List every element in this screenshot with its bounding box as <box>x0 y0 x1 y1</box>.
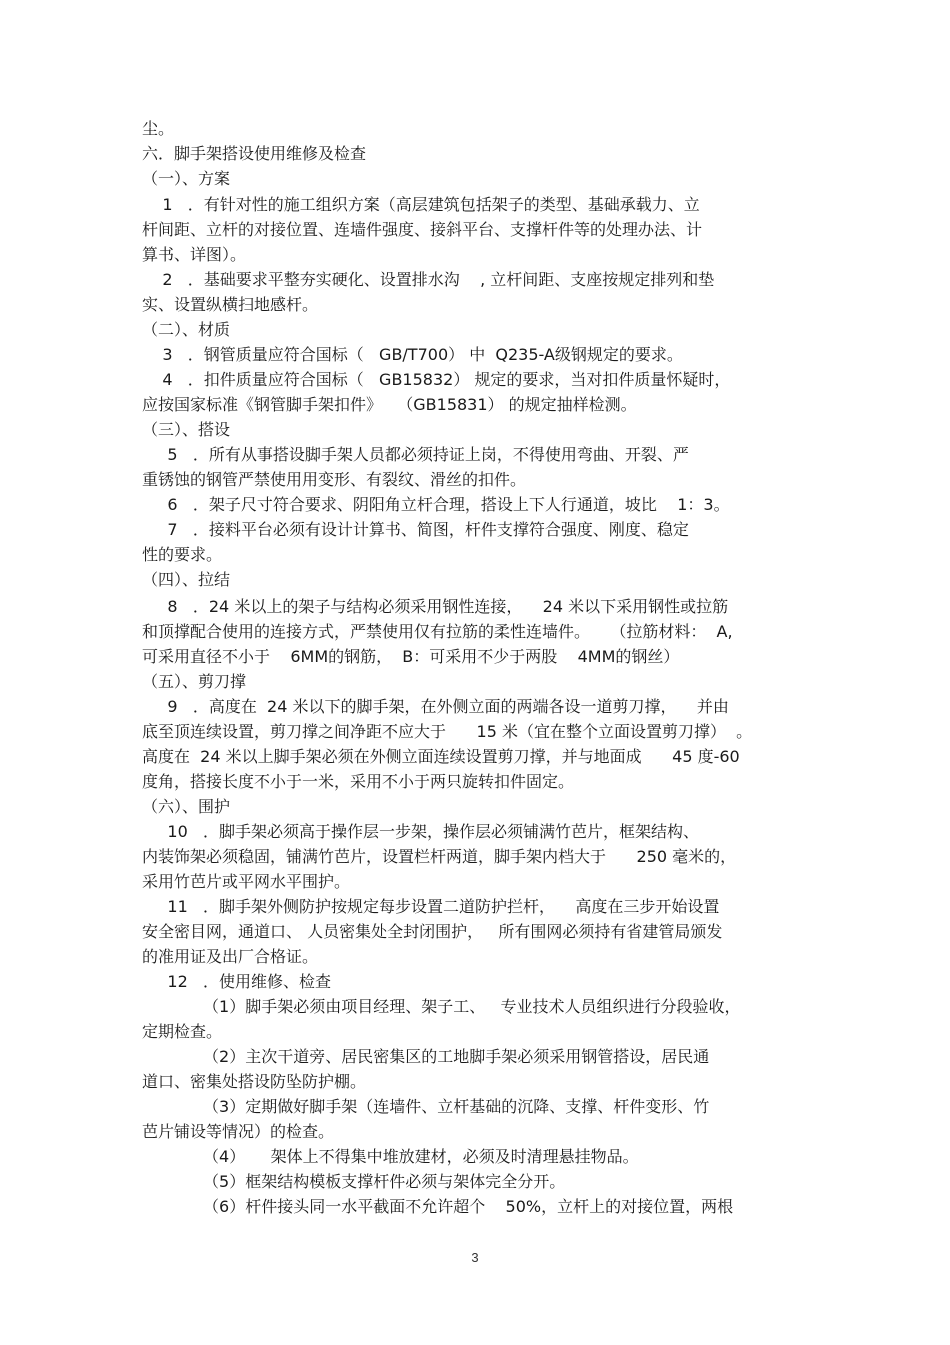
text-line: 5 ．所有从事搭设脚手架人员都必须持证上岗，不得使用弯曲、开裂、严 <box>142 445 689 464</box>
text-line: 重锈蚀的钢管严禁使用用变形、有裂纹、滑丝的扣件。 <box>142 470 527 489</box>
text-line: 应按国家标准《钢管脚手架扣件》 （GB15831） 的规定抽样检测。 <box>142 395 637 414</box>
text-line: 9 ．高度在 24 米以下的脚手架，在外侧立面的两端各设一道剪刀撑， 并由 <box>142 697 729 716</box>
subsection-heading: （二）、材质 <box>142 320 231 339</box>
text-line: 6 ．架子尺寸符合要求、阴阳角立杆合理，搭设上下人行通道，坡比 1：3。 <box>142 495 730 514</box>
text-line: 尘。 <box>142 119 175 138</box>
text-line: 和顶撑配合使用的连接方式，严禁使用仅有拉筋的柔性连墙件。 （拉筋材料： A, <box>142 622 733 641</box>
text-line: （3）定期做好脚手架（连墙件、立杆基础的沉降、支撑、杆件变形、竹 <box>142 1097 710 1116</box>
text-line: 底至顶连续设置，剪刀撑之间净距不应大于 15 米（宜在整个立面设置剪刀撑） 。 <box>142 722 753 741</box>
subsection-heading: （五）、剪刀撑 <box>142 672 247 691</box>
text-line: （4） 架体上不得集中堆放建材，必须及时清理悬挂物品。 <box>142 1147 639 1166</box>
text-line: 12 ．使用维修、检查 <box>142 972 332 991</box>
section-heading: 六．脚手架搭设使用维修及检查 <box>142 144 367 163</box>
text-line: 芭片铺设等情况）的检查。 <box>142 1122 335 1141</box>
text-line: 性的要求。 <box>142 545 223 564</box>
subsection-heading: （一）、方案 <box>142 169 231 188</box>
text-line: 2 ．基础要求平整夯实硬化、设置排水沟 , 立杆间距、支座按规定排列和垫 <box>142 270 715 289</box>
text-line: 采用竹芭片或平网水平围护。 <box>142 872 351 891</box>
subsection-heading: （六）、围护 <box>142 797 231 816</box>
text-line: 道口、密集处搭设防坠防护棚。 <box>142 1072 367 1091</box>
text-line: （5）框架结构模板支撑杆件必须与架体完全分开。 <box>142 1172 566 1191</box>
subsection-heading: （三）、搭设 <box>142 420 231 439</box>
text-line: （6）杆件接头同一水平截面不允许超个 50%，立杆上的对接位置，两根 <box>142 1197 734 1216</box>
text-line: 杆间距、立杆的对接位置、连墙件强度、接斜平台、支撑杆件等的处理办法、计 <box>142 220 703 239</box>
text-line: 7 ．接料平台必须有设计计算书、简图，杆件支撑符合强度、刚度、稳定 <box>142 520 689 539</box>
text-line: 11 ．脚手架外侧防护按规定每步设置二道防护拦杆， 高度在三步开始设置 <box>142 897 720 916</box>
subsection-heading: （四）、拉结 <box>142 570 231 589</box>
text-line: 4 ．扣件质量应符合国标（ GB15832） 规定的要求，当对扣件质量怀疑时， <box>142 370 731 389</box>
text-line: 可采用直径不小于 6MM的钢筋， B：可采用不少于两股 4MM的钢丝） <box>142 647 680 666</box>
text-line: （1）脚手架必须由项目经理、架子工、 专业技术人员组织进行分段验收， <box>142 997 741 1016</box>
text-line: 1 ．有针对性的施工组织方案（高层建筑包括架子的类型、基础承载力、立 <box>142 195 700 214</box>
text-line: 内装饰架必须稳固，铺满竹芭片，设置栏杆两道，脚手架内档大于 250 毫米的， <box>142 847 737 866</box>
text-line: 高度在 24 米以上脚手架必须在外侧立面连续设置剪刀撑，并与地面成 45 度-60 <box>142 747 740 766</box>
page-number: 3 <box>471 1250 479 1265</box>
text-line: 8 ．24 米以上的架子与结构必须采用钢性连接， 24 米以下采用钢性或拉筋 <box>142 597 729 616</box>
text-line: 安全密目网，通道口、 人员密集处全封闭围护， 所有围网必须持有省建管局颁发 <box>142 922 723 941</box>
text-line: 3 ．钢管质量应符合国标（ GB/T700） 中 Q235-A级钢规定的要求。 <box>142 345 683 364</box>
text-line: 实、设置纵横扫地感杆。 <box>142 295 319 314</box>
text-line: 度角，搭接长度不小于一米，采用不小于两只旋转扣件固定。 <box>142 772 575 791</box>
text-line: 的准用证及出厂合格证。 <box>142 947 319 966</box>
text-line: （2）主次干道旁、居民密集区的工地脚手架必须采用钢管搭设，居民通 <box>142 1047 710 1066</box>
text-line: 10 ．脚手架必须高于操作层一步架，操作层必须铺满竹芭片，框架结构、 <box>142 822 700 841</box>
text-line: 算书、详图）。 <box>142 245 247 264</box>
text-line: 定期检查。 <box>142 1022 223 1041</box>
